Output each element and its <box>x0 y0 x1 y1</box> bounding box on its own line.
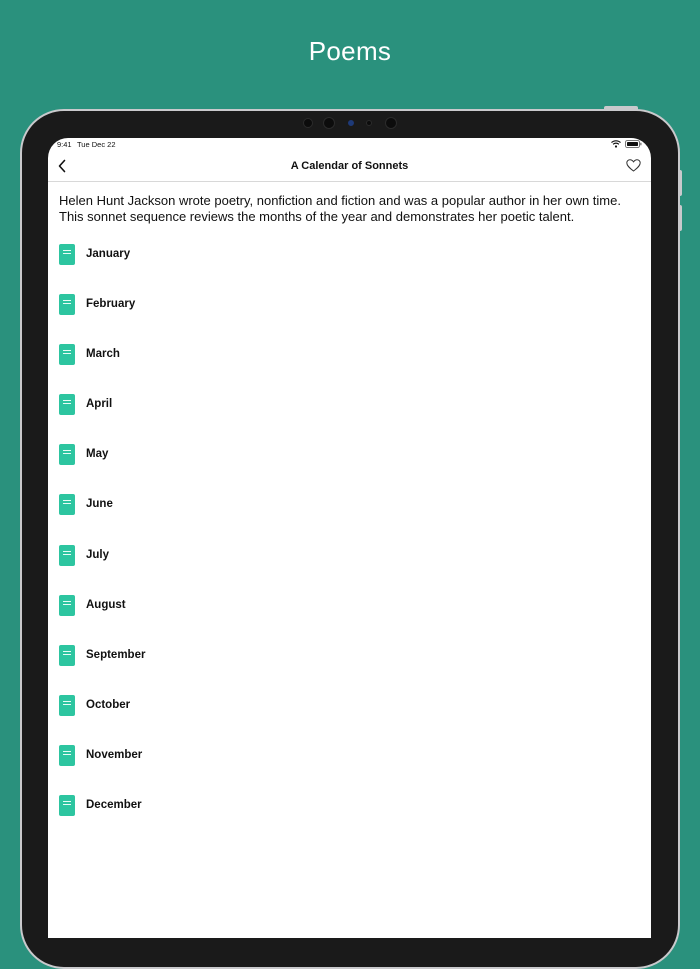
poem-item-label: July <box>86 548 110 561</box>
camera-lens <box>323 117 335 129</box>
poem-item-april[interactable] <box>48 384 651 434</box>
poem-item-may[interactable] <box>48 434 651 484</box>
intro-description: Helen Hunt Jackson wrote poetry, nonfiction and fiction and was a popular author in her own time. This sonnet sequence reviews the months of the year and demonstrates her poetic talent. <box>59 193 621 224</box>
banner-title: Poems <box>308 36 392 66</box>
device-volume-up <box>678 170 682 196</box>
document-icon <box>59 244 75 265</box>
status-bar <box>48 138 651 154</box>
poem-item-december[interactable] <box>48 785 651 835</box>
poem-item-january[interactable] <box>48 234 651 284</box>
sensor-dot <box>303 118 313 128</box>
poem-item-july[interactable] <box>48 535 651 585</box>
poem-item-label: September <box>86 648 146 661</box>
poem-item-august[interactable] <box>48 585 651 635</box>
poem-item-label: February <box>86 298 136 311</box>
poem-item-november[interactable] <box>48 735 651 785</box>
document-icon <box>59 595 75 616</box>
document-icon <box>59 545 75 566</box>
document-icon <box>59 745 75 766</box>
device-volume-down <box>678 205 682 231</box>
document-icon <box>59 645 75 666</box>
poem-item-label: November <box>86 748 143 761</box>
app-screen <box>48 138 651 938</box>
poem-item-label: June <box>86 498 113 511</box>
poem-item-february[interactable] <box>48 284 651 334</box>
poem-item-label: January <box>86 248 131 260</box>
sensor-dot-small <box>366 120 372 126</box>
document-icon <box>59 394 75 415</box>
status-icons <box>611 140 642 150</box>
poem-list <box>48 234 651 835</box>
poem-item-march[interactable] <box>48 334 651 384</box>
camera-indicator <box>348 120 354 126</box>
document-icon <box>59 695 75 716</box>
status-date: Tue Dec 22 <box>77 140 116 149</box>
poem-item-label: April <box>86 398 113 411</box>
poem-item-label: December <box>86 799 142 812</box>
document-icon <box>59 494 75 515</box>
status-time: 9:41 <box>57 140 72 149</box>
camera-lens-secondary <box>385 117 397 129</box>
poem-item-label: October <box>86 698 131 711</box>
document-icon <box>59 294 75 315</box>
document-icon <box>59 444 75 465</box>
document-icon <box>59 795 75 816</box>
poem-item-june[interactable] <box>48 484 651 534</box>
heart-outline-icon <box>626 159 641 177</box>
document-icon <box>59 344 75 365</box>
poem-item-label: May <box>86 448 109 461</box>
favorite-button[interactable] <box>623 158 643 178</box>
poem-item-september[interactable] <box>48 635 651 685</box>
wifi-icon <box>611 140 621 150</box>
battery-icon <box>625 140 642 150</box>
poem-item-october[interactable] <box>48 685 651 735</box>
poem-item-label: March <box>86 348 120 361</box>
poem-item-label: August <box>86 598 126 611</box>
page-title: A Calendar of Sonnets <box>290 160 409 172</box>
navigation-bar <box>48 154 651 182</box>
